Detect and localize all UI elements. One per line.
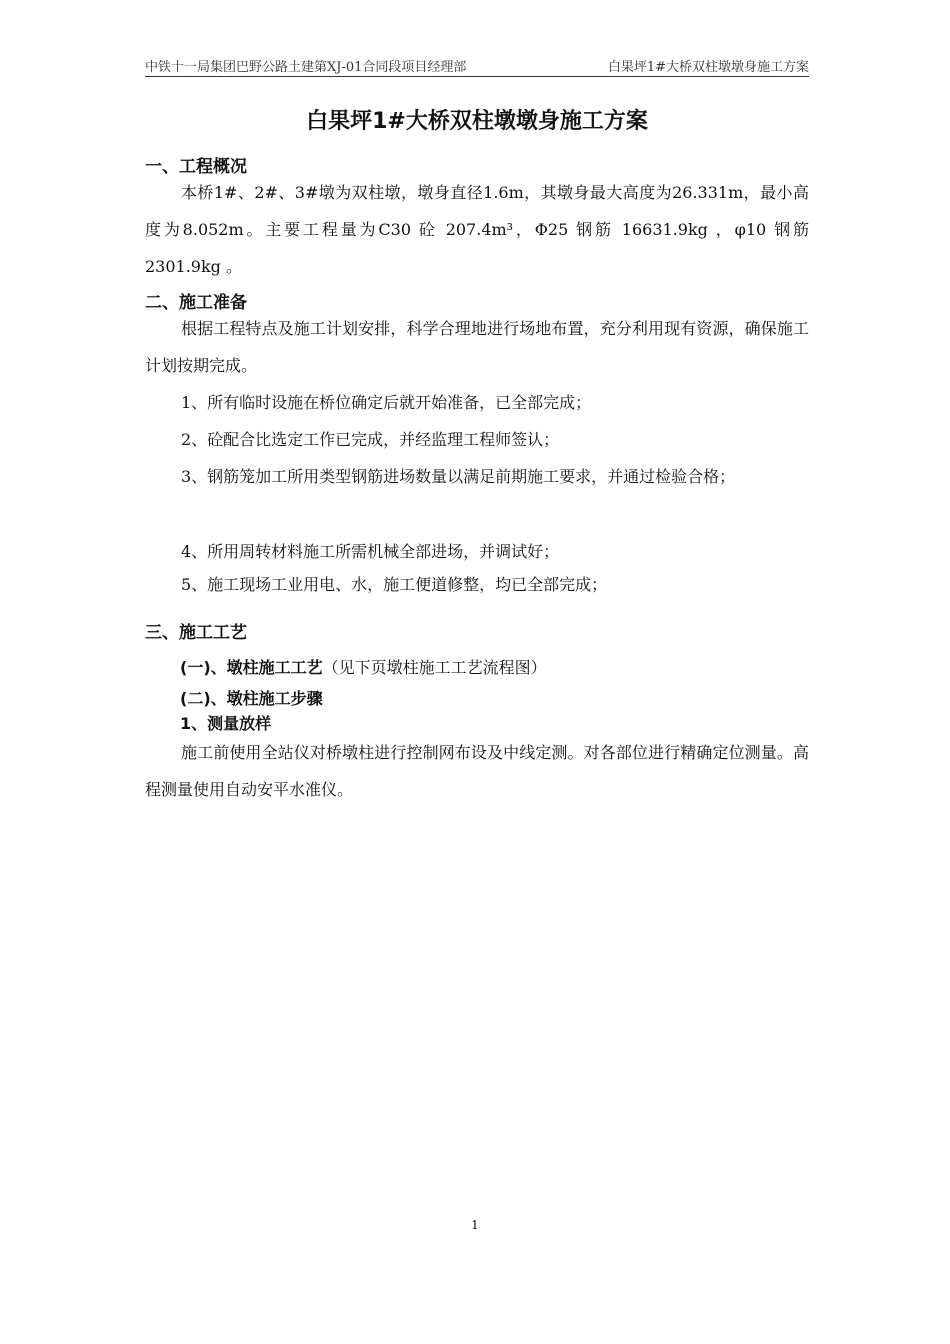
header-organization: 中铁十一局集团巴野公路土建第XJ-01合同段项目经理部 bbox=[145, 60, 467, 75]
preparation-item: 5、施工现场工业用电、水，施工便道修整，均已全部完成； bbox=[181, 575, 608, 594]
subsection-process-note: （见下页墩柱施工工艺流程图） bbox=[322, 658, 547, 677]
section-heading-preparation: 二、施工准备 bbox=[145, 293, 247, 313]
step-heading-survey: 1、测量放样 bbox=[180, 714, 272, 733]
section-heading-process: 三、施工工艺 bbox=[145, 623, 247, 643]
preparation-item: 2、砼配合比选定工作已完成，并经监理工程师签认； bbox=[181, 430, 560, 449]
preparation-item: 1、所有临时设施在桥位确定后就开始准备，已全部完成； bbox=[181, 393, 592, 412]
header-document-title: 白果坪1#大桥双柱墩墩身施工方案 bbox=[607, 60, 809, 75]
page-number: 1 bbox=[471, 1218, 479, 1232]
subsection-process-label: (一)、墩柱施工工艺 bbox=[180, 658, 323, 677]
subsection-process bbox=[180, 655, 547, 678]
overview-paragraph: 本桥1#、2#、3#墩为双柱墩，墩身直径1.6m，其墩身最大高度为26.331m，最小高度为8.052m。主要工程量为C30 砼 207.4m³，Φ25 钢筋 16631.9kg ，φ10 钢筋 2301.9kg 。 bbox=[145, 183, 809, 276]
section-heading-overview: 一、工程概况 bbox=[145, 157, 247, 177]
preparation-item: 4、所用周转材料施工所需机械全部进场，并调试好； bbox=[181, 542, 560, 561]
page-header bbox=[145, 54, 809, 77]
preparation-item: 3、钢筋笼加工所用类型钢筋进场数量以满足前期施工要求，并通过检验合格； bbox=[181, 467, 736, 486]
preparation-intro: 根据工程特点及施工计划安排，科学合理地进行场地布置，充分利用现有资源，确保施工计划按期完成。 bbox=[145, 319, 809, 375]
subsection-steps: (二)、墩柱施工步骤 bbox=[180, 689, 323, 708]
survey-paragraph: 施工前使用全站仪对桥墩柱进行控制网布设及中线定测。对各部位进行精确定位测量。高程测量使用自动安平水准仪。 bbox=[145, 743, 809, 799]
document-title: 白果坪1#大桥双柱墩墩身施工方案 bbox=[306, 109, 648, 134]
